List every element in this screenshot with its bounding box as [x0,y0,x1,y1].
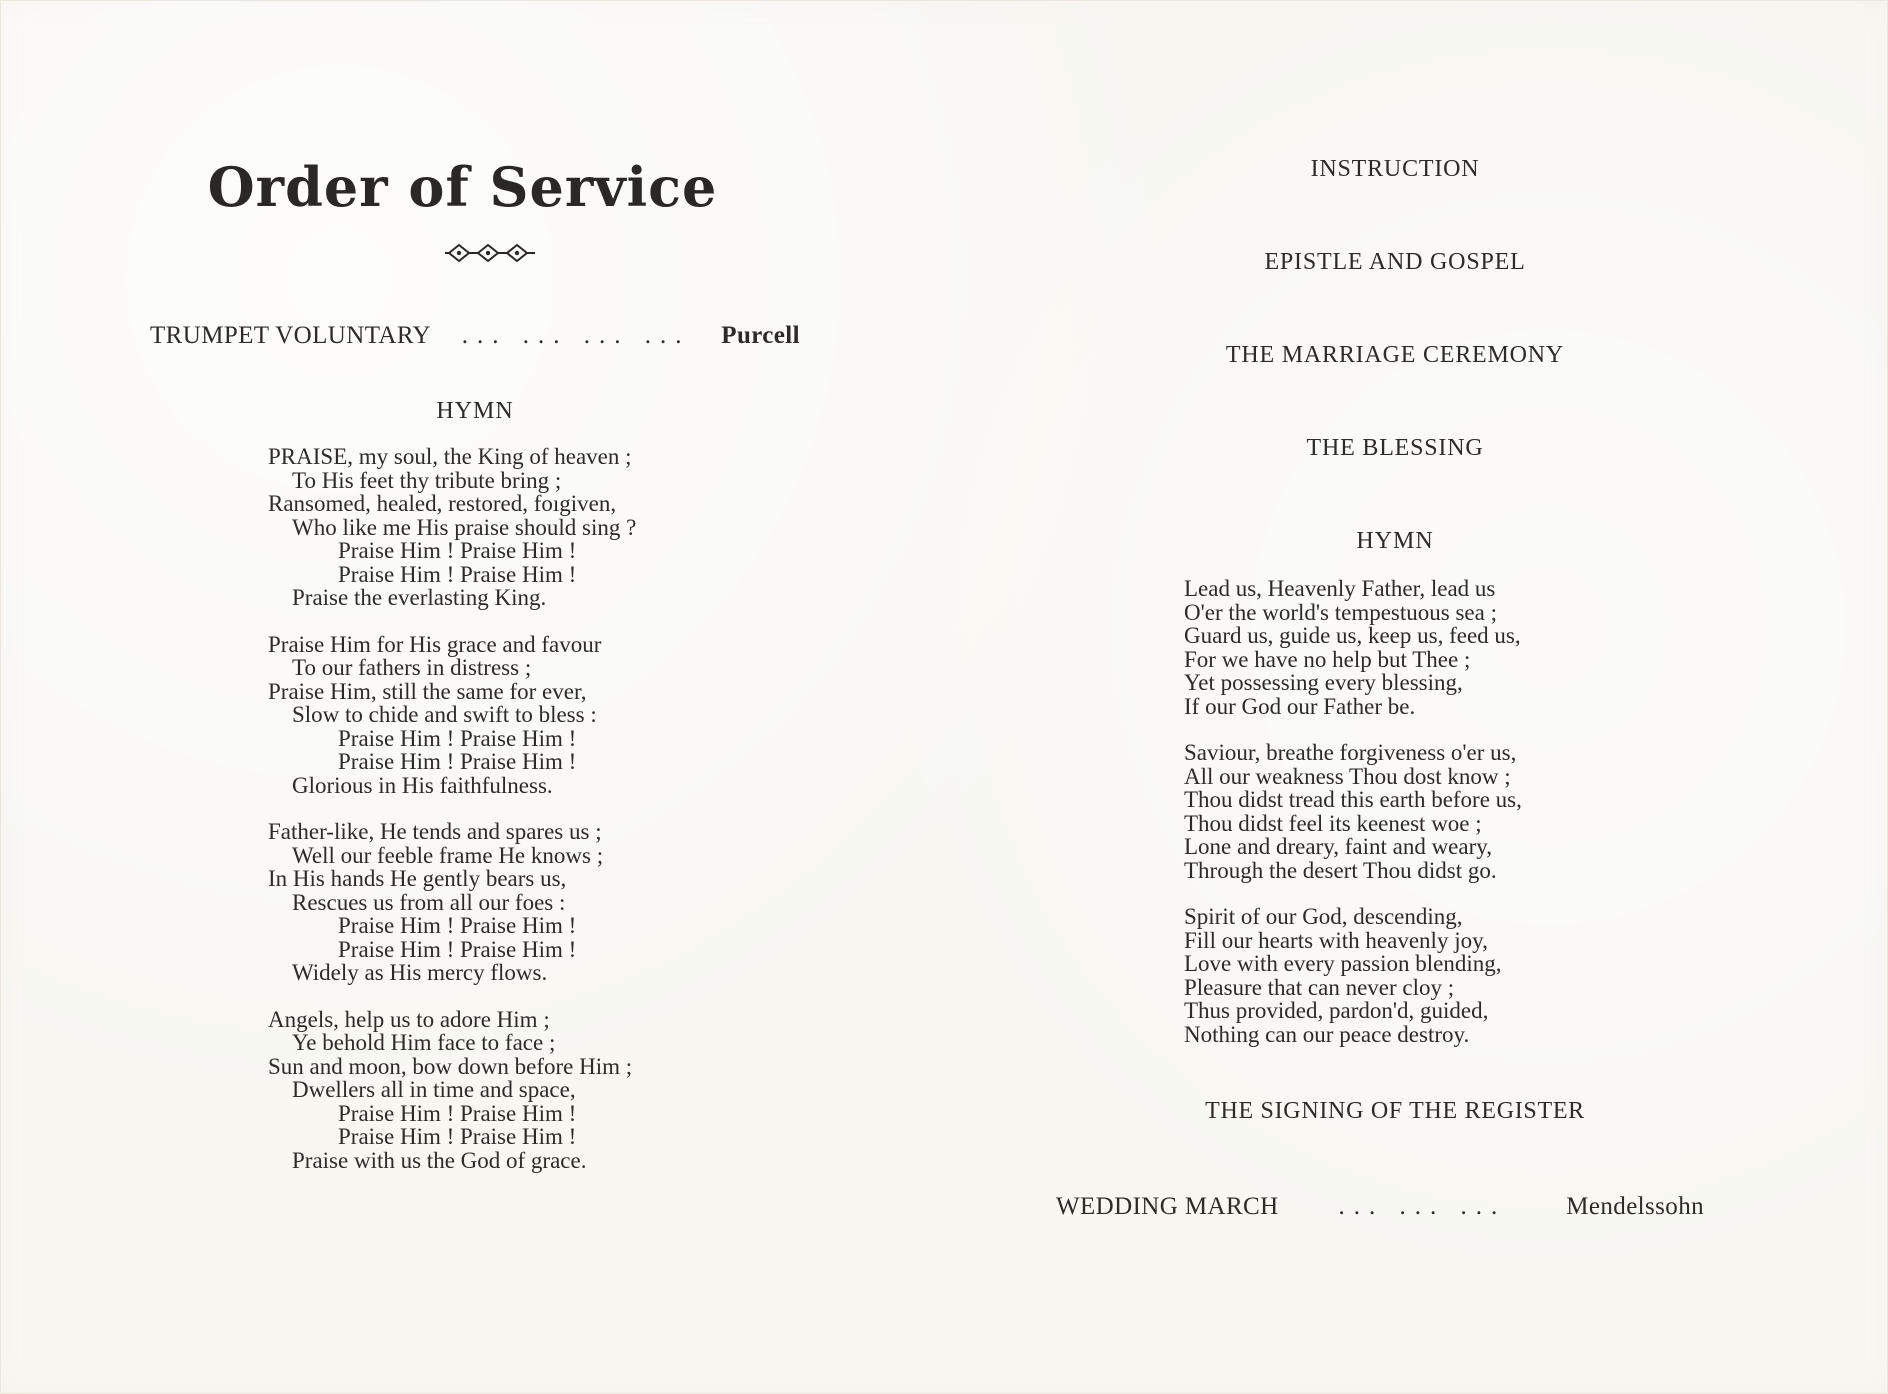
right-hymn-verse-1-line-3: Guard us, guide us, keep us, feed us, [1184,623,1521,648]
left-hymn-verse-2-line-2: To our fathers in distress ; [292,655,532,680]
right-hymn-text [1184,577,1614,1046]
left-hymn-verse-1-line-6: Praise Him ! Praise Him ! [338,561,577,587]
right-hymn-verse-3-line-5: Thus provided, pardon'd, guided, [1184,998,1489,1023]
right-hymn-verse-1-line-6: If our God our Father be. [1184,693,1416,719]
left-hymn-verse-4-line-6: Praise Him ! Praise Him ! [338,1124,577,1149]
left-hymn-verse-3-line-2: Well our feeble frame He knows ; [292,842,604,868]
left-hymn-verse-3-line-3: In His hands He gently bears us, [268,866,567,891]
left-hymn-verse-4-line-7: Praise with us the God of grace. [292,1147,587,1173]
right-column [1056,150,1720,1221]
blessing-heading: THE BLESSING [1306,435,1484,461]
right-hymn-verse-2-line-4: Thou didst feel its keenest woe ; [1184,810,1482,836]
wedding-march-dots: ... ... ... [1338,1193,1507,1220]
right-hymn-verse-3-line-3: Love with every passion blending, [1184,951,1502,976]
right-hymn-verse-3 [1184,905,1614,1046]
trumpet-voluntary-row [150,322,800,350]
right-hymn-verse-2-line-3: Thou didst tread this earth before us, [1184,787,1522,812]
right-hymn-verse-2-line-6: Through the desert Thou didst go. [1184,857,1497,883]
right-hymn-verse-2-line-1: Saviour, breathe forgiveness o'er us, [1184,740,1517,765]
left-hymn-verse-2-line-7: Glorious in His faithfulness. [292,772,553,798]
left-hymn-verse-3-line-6: Praise Him ! Praise Him ! [338,936,577,962]
right-hymn-verse-3-line-1: Spirit of our God, descending, [1184,904,1463,929]
left-hymn-verse-1-line-4: Who like me His praise should sing ? [292,514,637,540]
epistle-gospel-heading: EPISTLE AND GOSPEL [1264,249,1526,275]
left-hymn-verse-1 [268,445,738,610]
right-hymn-verse-1 [1184,577,1614,718]
left-hymn-verse-2 [268,633,738,798]
right-hymn-heading: HYMN [1356,528,1434,554]
left-hymn-verse-2-line-4: Slow to chide and swift to bless : [292,702,597,727]
left-hymn-verse-2-line-1: Praise Him for His grace and favour [268,631,602,657]
left-column [150,150,810,1195]
trumpet-voluntary-label: TRUMPET VOLUNTARY [150,322,431,349]
right-hymn-verse-1-line-1: Lead us, Heavenly Father, lead us [1184,576,1496,601]
right-hymn-verse-1-line-4: For we have no help but Thee ; [1184,646,1471,672]
wedding-march-composer: Mendelssohn [1566,1193,1704,1220]
wedding-march-label: WEDDING MARCH [1056,1193,1279,1220]
right-hymn-verse-2 [1184,741,1614,882]
left-hymn-verse-2-line-5: Praise Him ! Praise Him ! [338,725,577,751]
left-hymn-verse-4-line-3: Sun and moon, bow down before Him ; [268,1053,633,1079]
trumpet-voluntary-dots: ... ... ... ... [461,322,691,349]
left-hymn-verse-4-line-2: Ye behold Him face to face ; [292,1030,556,1055]
left-hymn-verse-3-line-4: Rescues us from all our foes : [292,889,566,915]
left-hymn-verse-4 [268,1008,738,1173]
page-title: Order of Service [207,155,718,219]
instruction-heading: INSTRUCTION [1310,156,1480,182]
right-hymn-verse-3-line-2: Fill our hearts with heavenly joy, [1184,927,1488,953]
left-hymn-verse-1-line-3: Ransomed, healed, restored, foıgiven, [268,491,617,516]
marriage-ceremony-heading: THE MARRIAGE CEREMONY [1225,342,1565,368]
left-hymn-heading: HYMN [436,398,514,424]
left-hymn-verse-2-line-6: Praise Him ! Praise Him ! [338,749,577,774]
left-hymn-text [268,445,738,1172]
right-hymn-verse-1-line-5: Yet possessing every blessing, [1184,670,1463,695]
left-hymn-verse-4-line-1: Angels, help us to adore Him ; [268,1006,550,1032]
left-hymn-verse-3-line-5: Praise Him ! Praise Him ! [338,913,577,938]
right-hymn-verse-1-line-2: O'er the world's tempestuous sea ; [1184,599,1497,625]
trumpet-voluntary-composer: Purcell [721,322,800,349]
wedding-march-row [1056,1193,1704,1221]
right-hymn-verse-3-line-6: Nothing can our peace destroy. [1184,1021,1470,1047]
left-hymn-verse-4-line-5: Praise Him ! Praise Him ! [338,1100,577,1126]
left-hymn-verse-2-line-3: Praise Him, still the same for ever, [268,678,587,704]
right-hymn-verse-3-line-4: Pleasure that can never cloy ; [1184,974,1455,1000]
right-hymn-verse-2-line-5: Lone and dreary, faint and weary, [1184,834,1493,859]
left-hymn-verse-1-line-1: PRAISE, my soul, the King of heaven ; [268,444,632,469]
signing-register-heading: THE SIGNING OF THE REGISTER [1205,1098,1585,1124]
left-hymn-verse-1-line-7: Praise the everlasting King. [292,585,547,610]
right-hymn-verse-2-line-2: All our weakness Thou dost know ; [1184,763,1511,789]
left-hymn-verse-3-line-1: Father-like, He tends and spares us ; [268,819,602,844]
left-hymn-verse-3 [268,820,738,985]
diamond-chain-icon [445,240,535,266]
left-hymn-verse-1-line-2: To His feet thy tribute bring ; [292,467,562,493]
left-hymn-verse-3-line-7: Widely as His mercy flows. [292,960,548,985]
left-hymn-verse-1-line-5: Praise Him ! Praise Him ! [338,538,577,563]
left-hymn-verse-4-line-4: Dwellers all in time and space, [292,1077,576,1102]
